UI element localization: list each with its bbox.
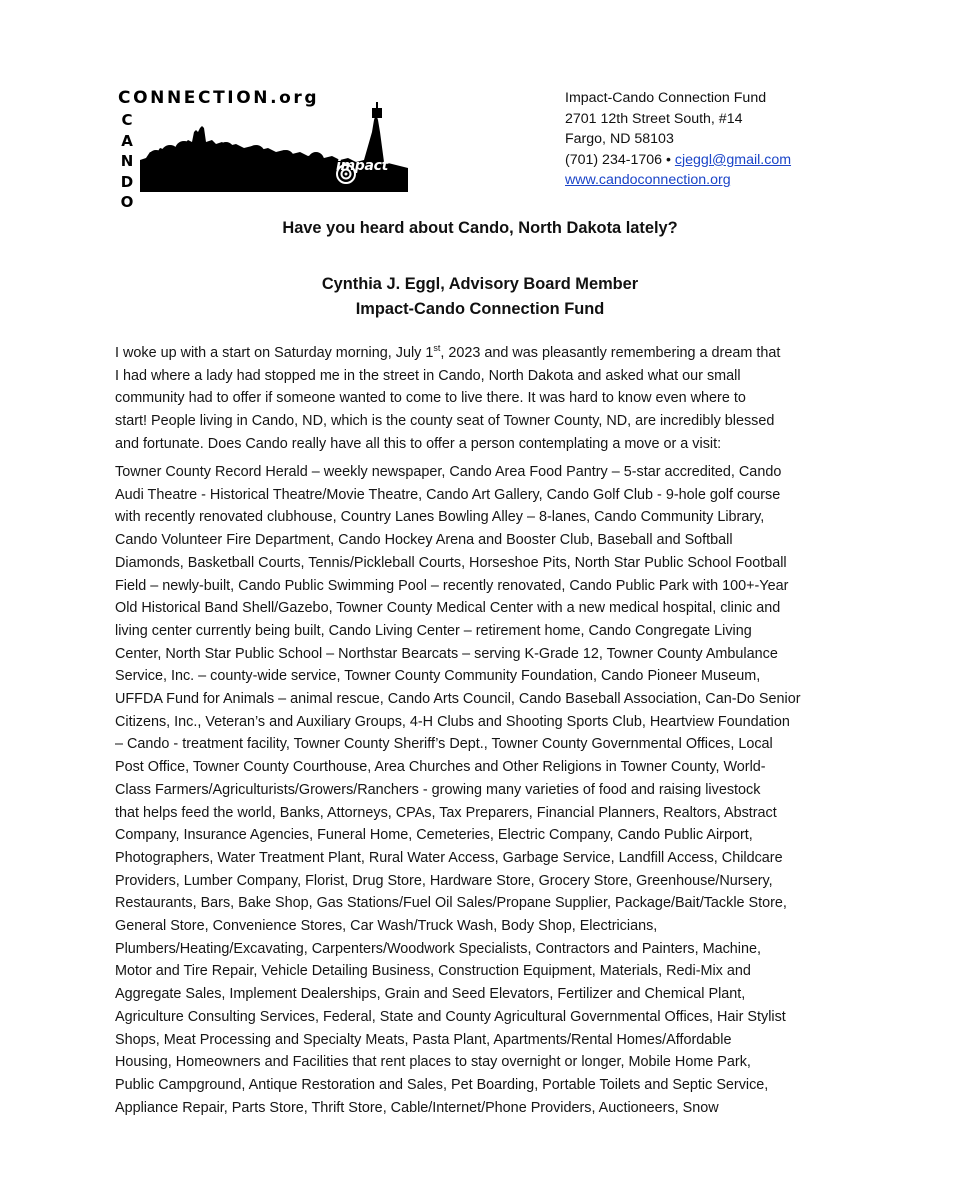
- amenities-line: Company, Insurance Agencies, Funeral Home, Cemeteries, Electric Company, Cando Public Airport,: [115, 827, 753, 844]
- contact-line: [565, 150, 895, 171]
- amenities-line: Appliance Repair, Parts Store, Thrift Store, Cable/Internet/Phone Providers, Auctioneers, Snow: [115, 1099, 719, 1116]
- amenities-paragraph: [115, 461, 850, 1119]
- amenities-line: Old Historical Band Shell/Gazebo, Towner County Medical Center with a new medical hospital, clinic and: [115, 600, 781, 617]
- amenities-line: Service, Inc. – county-wide service, Towner County Community Foundation, Cando Pioneer Museum,: [115, 668, 761, 685]
- logo-wordmark: CONNECTION.org: [118, 88, 320, 108]
- city-state-zip: Fargo, ND 58103: [565, 131, 674, 148]
- amenities-line: Shops, Meat Processing and Specialty Meats, Pasta Plant, Apartments/Rental Homes/Affordable: [115, 1031, 732, 1048]
- amenities-line: Plumbers/Heating/Excavating, Carpenters/Woodwork Specialists, Contractors and Painters, Machine,: [115, 940, 762, 957]
- byline-organization: Impact-Cando Connection Fund: [355, 300, 605, 318]
- intro-line: [115, 342, 850, 365]
- intro-line: start! People living in Cando, ND, which is the county seat of Towner County, ND, are incredibly blessed: [115, 413, 775, 430]
- intro-line: and fortunate. Does Cando really have all this to offer a person contemplating a move or a visit:: [115, 435, 722, 452]
- amenities-line: Post Office, Towner County Courthouse, Area Churches and Other Religions in Towner County, World-: [115, 759, 766, 776]
- bullet-separator: •: [665, 151, 671, 168]
- website-link[interactable]: www.candoconnection.org: [565, 172, 731, 189]
- amenities-line: Providers, Lumber Company, Florist, Drug Store, Hardware Store, Grocery Store, Greenhouse/Nursery,: [115, 872, 773, 889]
- amenities-line: Public Campground, Antique Restoration and Sales, Pet Boarding, Portable Toilets and Septic Service,: [115, 1076, 769, 1093]
- impact-brand-text: impact: [336, 158, 389, 174]
- phone-number: (701) 234-1706: [565, 151, 663, 168]
- amenities-line: Cando Volunteer Fire Department, Cando Hockey Arena and Booster Club, Baseball and Softball: [115, 532, 733, 549]
- logo-letter: O: [120, 193, 134, 211]
- amenities-line: Motor and Tire Repair, Vehicle Detailing Business, Construction Equipment, Materials, Redi-Mix and: [115, 963, 751, 980]
- amenities-line: Photographers, Water Treatment Plant, Rural Water Access, Garbage Service, Landfill Access, Childcare: [115, 849, 783, 866]
- amenities-line: with recently renovated clubhouse, Country Lanes Bowling Alley – 8-lanes, Cando Community Library,: [115, 509, 765, 526]
- amenities-line: – Cando - treatment facility, Towner County Sheriff’s Dept., Towner County Governmental Offices, Local: [115, 736, 773, 753]
- amenities-line: Restaurants, Bars, Bake Shop, Gas Stations/Fuel Oil Sales/Propane Supplier, Package/Bait/Tackle Store,: [115, 895, 787, 912]
- logo-letter: A: [121, 131, 133, 150]
- amenities-line: Housing, Homeowners and Facilities that rent places to stay overnight or longer, Mobile Home Park,: [115, 1054, 751, 1071]
- intro-post-date: , 2023 and was pleasantly remembering a dream that: [440, 345, 781, 361]
- intro-line: I had where a lady had stopped me in the street in Cando, North Dakota and asked what our small: [115, 367, 741, 384]
- amenities-line: Diamonds, Basketball Courts, Tennis/Pickleball Courts, Horseshoe Pits, North Star Public School Football: [115, 554, 787, 571]
- article-title: Have you heard about Cando, North Dakota lately?: [282, 219, 678, 237]
- amenities-line: Aggregate Sales, Implement Dealerships, Grain and Seed Elevators, Fertilizer and Chemical Plant,: [115, 986, 746, 1003]
- logo-vertical-letters: [119, 110, 135, 213]
- cando-connection-logo: [118, 88, 408, 211]
- intro-line: community had to offer if someone wanted to come to live there. It was hard to know even where to: [115, 390, 746, 407]
- amenities-line: Audi Theatre - Historical Theatre/Movie Theatre, Cando Art Gallery, Cando Golf Club - 9-hole golf course: [115, 486, 781, 503]
- intro-paragraph: [115, 342, 850, 456]
- amenities-line: Field – newly-built, Cando Public Swimming Pool – recently renovated, Cando Public Park with 100+-Year: [115, 577, 789, 594]
- town-skyline-icon: [136, 102, 408, 192]
- amenities-line: UFFDA Fund for Animals – animal rescue, Cando Arts Council, Cando Baseball Association, Can-Do Senior: [115, 691, 801, 708]
- byline-author: Cynthia J. Eggl, Advisory Board Member: [321, 275, 639, 293]
- amenities-line: Citizens, Inc., Veteran’s and Auxiliary Groups, 4-H Clubs and Shooting Sports Club, Heartview Foundation: [115, 713, 790, 730]
- amenities-line: Agriculture Consulting Services, Federal, State and County Agricultural Governmental Offices, Hair Stylist: [115, 1008, 786, 1025]
- byline: [0, 272, 960, 322]
- address-block: [565, 88, 895, 191]
- amenities-line: Towner County Record Herald – weekly newspaper, Cando Area Food Pantry – 5-star accredited, Cando: [115, 464, 782, 480]
- date-superscript: st: [433, 343, 441, 353]
- logo-letter: C: [121, 111, 133, 129]
- logo-letter: D: [120, 172, 134, 191]
- amenities-line: Center, North Star Public School – Northstar Bearcats – serving K-Grade 12, Towner County Ambulance: [115, 645, 778, 662]
- org-name: Impact-Cando Connection Fund: [565, 90, 767, 106]
- amenities-line: General Store, Convenience Stores, Car Wash/Truck Wash, Body Shop, Electricians,: [115, 918, 658, 935]
- email-link[interactable]: cjeggl@gmail.com: [674, 151, 792, 168]
- street-address: 2701 12th Street South, #14: [565, 110, 743, 127]
- logo-letter: N: [120, 152, 134, 170]
- intro-pre-date: I woke up with a start on Saturday morning, July 1: [115, 345, 434, 361]
- amenities-line: Class Farmers/Agriculturists/Growers/Ranchers - growing many varieties of food and raising livestock: [115, 781, 761, 798]
- amenities-line: that helps feed the world, Banks, Attorneys, CPAs, Tax Preparers, Financial Planners, Realtors, Abstract: [115, 804, 777, 821]
- amenities-line: living center currently being built, Cando Living Center – retirement home, Cando Congregate Living: [115, 622, 752, 639]
